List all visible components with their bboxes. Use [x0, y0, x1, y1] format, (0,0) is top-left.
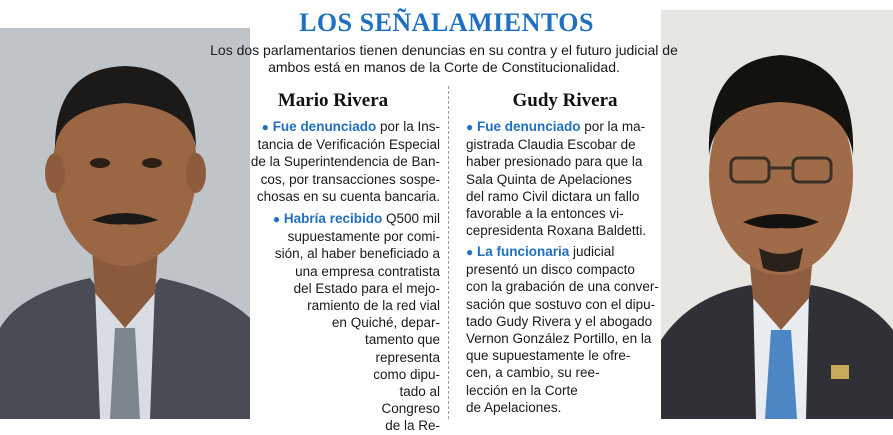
name-gudy-rivera: Gudy Rivera: [512, 90, 618, 111]
item-lead: La funcionaria: [477, 244, 570, 259]
name-mario-rivera: Mario Rivera: [277, 90, 389, 111]
item-text: gistrada Claudia Escobar de: [466, 137, 636, 153]
item-text: del Estado para el mejo-: [293, 280, 440, 296]
item-text: cepresidenta Roxana Baldetti.: [466, 223, 647, 239]
item-text: de la Re-: [385, 418, 440, 434]
item-text: lección en la Corte: [466, 382, 578, 398]
item-text: chosas en su cuenta bancaria.: [256, 188, 440, 204]
item-text: tancia de Verificación Especial: [257, 137, 440, 153]
item-text: tamento que: [364, 332, 440, 348]
item-text: por la ma-: [584, 119, 646, 134]
right-item-2: [466, 243, 696, 416]
item-text: ramiento de la red vial: [307, 298, 440, 314]
item-text: en Quiché, depar-: [331, 315, 440, 331]
item-text: como dipu-: [373, 366, 440, 382]
item-lead: Fue denunciado: [272, 119, 377, 134]
item-text: supuestamente por comi-: [287, 229, 440, 245]
bullet-icon: ●: [466, 245, 474, 259]
item-text: Sala Quinta de Apelaciones: [466, 171, 632, 187]
left-item-2: [210, 210, 440, 435]
item-text: representa: [375, 349, 440, 365]
bullet-icon: ●: [272, 212, 281, 226]
item-text: de Apelaciones.: [466, 399, 562, 415]
item-text: Congreso: [381, 401, 440, 417]
item-lead: Fue denunciado: [477, 119, 581, 134]
item-text: favorable a la entonces vi-: [466, 206, 624, 222]
item-text: que supuestamente le ofre-: [466, 348, 631, 364]
item-text: del ramo Civil dictara un fallo: [466, 188, 640, 204]
item-text: tado al: [399, 384, 440, 400]
item-text: con la grabación de una conver-: [466, 279, 659, 295]
item-text: tado Gudy Rivera y el abogado: [466, 313, 653, 329]
item-text: haber presionado para que la: [466, 154, 643, 170]
item-text: cen, a cambio, su ree-: [466, 365, 600, 381]
item-text: cos, por transacciones sospe-: [260, 171, 440, 187]
item-text: sación que sostuvo con el dipu-: [466, 296, 656, 312]
item-text: una empresa contratista: [295, 263, 440, 279]
column-divider: [448, 86, 449, 419]
item-text: por la Ins-: [379, 119, 440, 134]
item-text: de la Superintendencia de Ban-: [250, 154, 440, 170]
page-title: LOS SEÑALAMIENTOS: [299, 8, 594, 37]
left-item-1: [210, 118, 440, 205]
right-item-1: [466, 118, 696, 239]
item-text: sión, al haber beneficiado a: [274, 246, 440, 262]
item-text: Vernon González Portillo, en la: [466, 331, 652, 347]
bullet-icon: ●: [261, 120, 269, 134]
item-text: judicial: [573, 244, 615, 259]
item-text: presentó un disco compacto: [466, 262, 635, 278]
bullet-icon: ●: [466, 120, 474, 134]
item-lead: Habría recibido: [283, 211, 383, 226]
subtitle: Los dos parlamentarios tienen denuncias en su contra y el futuro judicial de ambos está en manos de la Corte de Constitucionalidad.: [210, 42, 678, 75]
item-text: Q500 mil: [385, 211, 440, 226]
